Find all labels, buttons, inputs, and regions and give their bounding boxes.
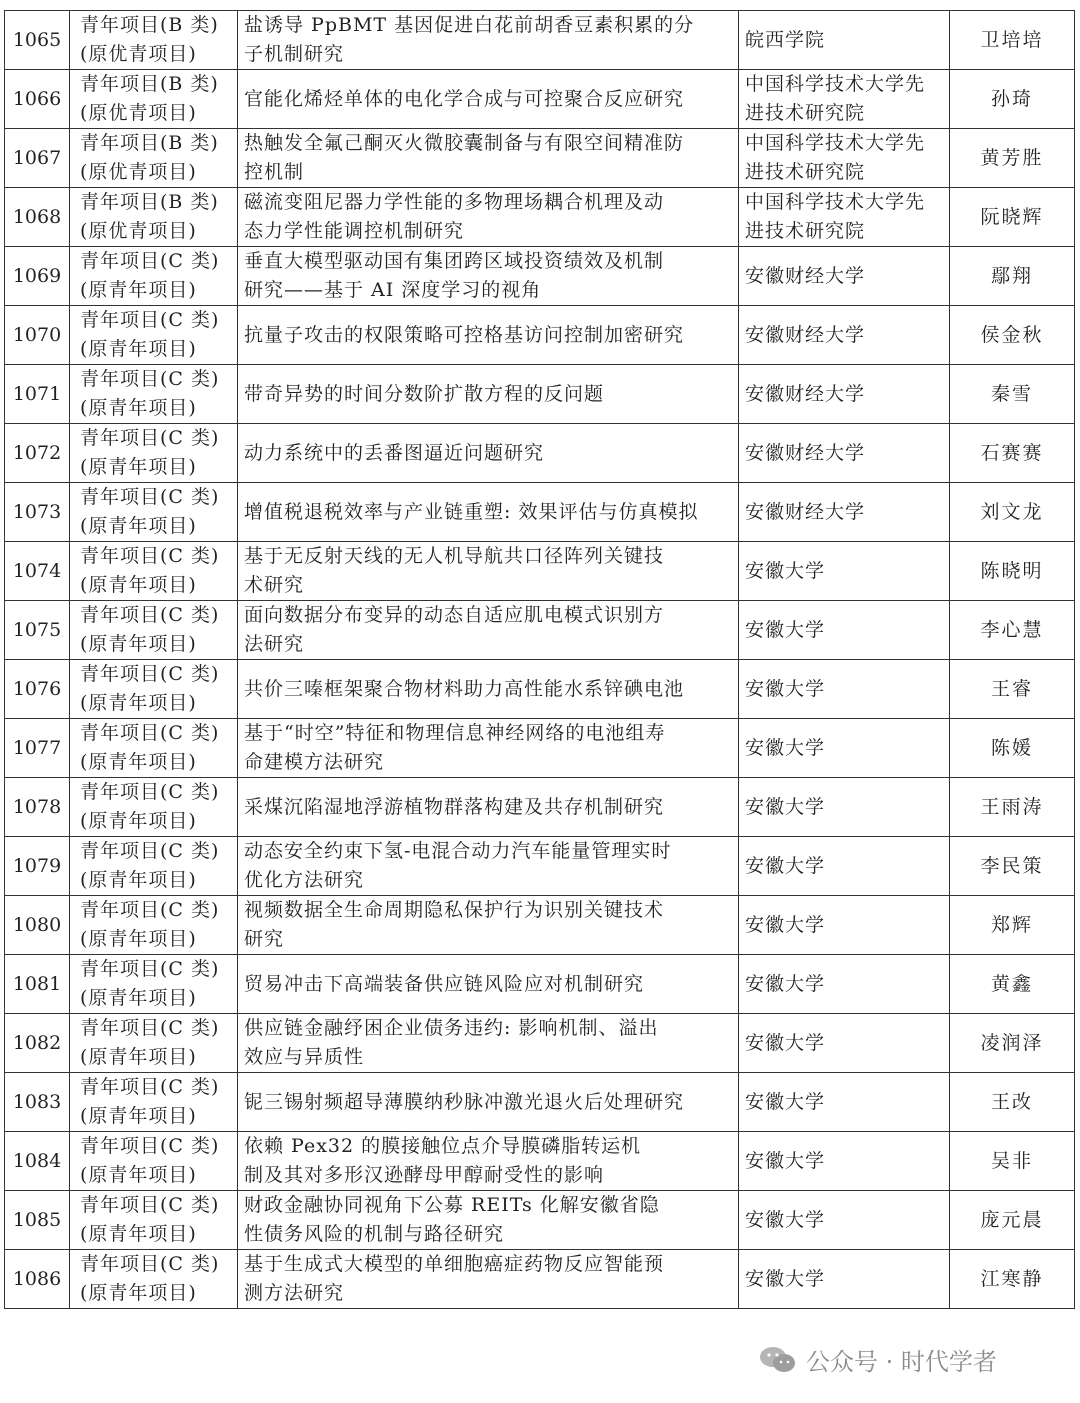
category-former: (原青年项目) xyxy=(80,810,197,832)
project-category xyxy=(70,188,238,247)
row-number: 1071 xyxy=(5,365,70,424)
category-former: (原青年项目) xyxy=(80,1105,197,1127)
project-category xyxy=(70,542,238,601)
project-table xyxy=(4,10,1075,1309)
title-line: 依赖 Pex32 的膜接触位点介导膜磷脂转运机 xyxy=(244,1135,642,1157)
category-type: 青年项目(C 类) xyxy=(80,545,220,567)
table-row xyxy=(5,660,1075,719)
wechat-icon xyxy=(758,1345,798,1375)
title-line: 研究 xyxy=(244,928,285,950)
category-former: (原青年项目) xyxy=(80,338,197,360)
institution: 安徽财经大学 xyxy=(739,306,950,365)
title-line: 基于“时空”特征和物理信息神经网络的电池组寿 xyxy=(244,722,666,744)
category-former: (原青年项目) xyxy=(80,928,197,950)
table-row xyxy=(5,601,1075,660)
institution: 安徽大学 xyxy=(739,837,950,896)
table-body xyxy=(5,11,1075,1309)
row-number: 1072 xyxy=(5,424,70,483)
category-type: 青年项目(B 类) xyxy=(80,191,219,213)
person-name: 王睿 xyxy=(950,660,1075,719)
title-line: 子机制研究 xyxy=(244,43,345,65)
row-number: 1081 xyxy=(5,955,70,1014)
project-category xyxy=(70,1132,238,1191)
table-row xyxy=(5,365,1075,424)
project-title xyxy=(238,1250,739,1309)
row-number: 1073 xyxy=(5,483,70,542)
project-category xyxy=(70,1014,238,1073)
person-name: 卫培培 xyxy=(950,11,1075,70)
table-row xyxy=(5,11,1075,70)
category-former: (原青年项目) xyxy=(80,456,197,478)
institution-line: 中国科学技术大学先 xyxy=(745,73,926,95)
table-row xyxy=(5,1073,1075,1132)
category-former: (原青年项目) xyxy=(80,1164,197,1186)
institution-line: 中国科学技术大学先 xyxy=(745,132,926,154)
person-name: 秦雪 xyxy=(950,365,1075,424)
project-category xyxy=(70,601,238,660)
project-title xyxy=(238,1132,739,1191)
project-category xyxy=(70,129,238,188)
row-number: 1078 xyxy=(5,778,70,837)
category-former: (原青年项目) xyxy=(80,279,197,301)
person-name: 吴非 xyxy=(950,1132,1075,1191)
person-name: 郑辉 xyxy=(950,896,1075,955)
person-name: 阮晓辉 xyxy=(950,188,1075,247)
person-name: 李民策 xyxy=(950,837,1075,896)
table-row xyxy=(5,837,1075,896)
table-row xyxy=(5,542,1075,601)
category-former: (原青年项目) xyxy=(80,397,197,419)
category-former: (原优青项目) xyxy=(80,102,197,124)
person-name: 王雨涛 xyxy=(950,778,1075,837)
category-type: 青年项目(C 类) xyxy=(80,1076,220,1098)
project-category xyxy=(70,719,238,778)
project-category xyxy=(70,306,238,365)
institution xyxy=(739,70,950,129)
category-former: (原青年项目) xyxy=(80,987,197,1009)
project-title xyxy=(238,188,739,247)
institution: 安徽大学 xyxy=(739,660,950,719)
category-type: 青年项目(B 类) xyxy=(80,14,219,36)
project-title xyxy=(238,11,739,70)
institution: 安徽大学 xyxy=(739,896,950,955)
row-number: 1084 xyxy=(5,1132,70,1191)
institution: 安徽财经大学 xyxy=(739,424,950,483)
category-former: (原青年项目) xyxy=(80,1223,197,1245)
project-title xyxy=(238,542,739,601)
title-line: 态力学性能调控机制研究 xyxy=(244,220,465,242)
title-line: 动态安全约束下氢-电混合动力汽车能量管理实时 xyxy=(244,840,672,862)
project-category xyxy=(70,365,238,424)
institution: 安徽大学 xyxy=(739,542,950,601)
row-number: 1075 xyxy=(5,601,70,660)
project-category xyxy=(70,896,238,955)
category-type: 青年项目(C 类) xyxy=(80,663,220,685)
project-category xyxy=(70,11,238,70)
table-row xyxy=(5,719,1075,778)
table-row xyxy=(5,70,1075,129)
institution: 安徽大学 xyxy=(739,1014,950,1073)
title-line: 盐诱导 PpBMT 基因促进白花前胡香豆素积累的分 xyxy=(244,14,695,36)
institution: 安徽大学 xyxy=(739,778,950,837)
title-line: 研究——基于 AI 深度学习的视角 xyxy=(244,279,542,301)
institution: 安徽大学 xyxy=(739,955,950,1014)
person-name: 石赛赛 xyxy=(950,424,1075,483)
person-name: 孙琦 xyxy=(950,70,1075,129)
title-line: 垂直大模型驱动国有集团跨区域投资绩效及机制 xyxy=(244,250,665,272)
row-number: 1082 xyxy=(5,1014,70,1073)
project-title: 官能化烯烃单体的电化学合成与可控聚合反应研究 xyxy=(238,70,739,129)
category-type: 青年项目(C 类) xyxy=(80,1017,220,1039)
category-former: (原优青项目) xyxy=(80,220,197,242)
person-name: 江寒静 xyxy=(950,1250,1075,1309)
project-title: 铌三锡射频超导薄膜纳秒脉冲激光退火后处理研究 xyxy=(238,1073,739,1132)
title-line: 财政金融协同视角下公募 REITs 化解安徽省隐 xyxy=(244,1194,660,1216)
title-line: 性债务风险的机制与路径研究 xyxy=(244,1223,505,1245)
table-row xyxy=(5,1250,1075,1309)
person-name: 庞元晨 xyxy=(950,1191,1075,1250)
project-title: 采煤沉陷湿地浮游植物群落构建及共存机制研究 xyxy=(238,778,739,837)
category-former: (原青年项目) xyxy=(80,574,197,596)
institution xyxy=(739,129,950,188)
row-number: 1070 xyxy=(5,306,70,365)
category-type: 青年项目(C 类) xyxy=(80,604,220,626)
institution: 安徽大学 xyxy=(739,719,950,778)
title-line: 控机制 xyxy=(244,161,305,183)
table-row xyxy=(5,129,1075,188)
project-title xyxy=(238,837,739,896)
row-number: 1065 xyxy=(5,11,70,70)
row-number: 1066 xyxy=(5,70,70,129)
row-number: 1085 xyxy=(5,1191,70,1250)
project-title xyxy=(238,247,739,306)
category-type: 青年项目(B 类) xyxy=(80,132,219,154)
institution: 安徽大学 xyxy=(739,1250,950,1309)
category-former: (原青年项目) xyxy=(80,692,197,714)
table-row xyxy=(5,896,1075,955)
institution: 安徽财经大学 xyxy=(739,483,950,542)
person-name: 鄢翔 xyxy=(950,247,1075,306)
table-row xyxy=(5,1191,1075,1250)
institution: 安徽财经大学 xyxy=(739,365,950,424)
project-title xyxy=(238,601,739,660)
project-category xyxy=(70,424,238,483)
institution: 安徽大学 xyxy=(739,1073,950,1132)
row-number: 1083 xyxy=(5,1073,70,1132)
category-type: 青年项目(C 类) xyxy=(80,368,220,390)
project-title: 带奇异势的时间分数阶扩散方程的反问题 xyxy=(238,365,739,424)
project-category xyxy=(70,1191,238,1250)
category-type: 青年项目(C 类) xyxy=(80,309,220,331)
institution: 安徽大学 xyxy=(739,1132,950,1191)
table-row xyxy=(5,424,1075,483)
table-row xyxy=(5,188,1075,247)
project-title xyxy=(238,129,739,188)
institution: 安徽财经大学 xyxy=(739,247,950,306)
row-number: 1068 xyxy=(5,188,70,247)
category-former: (原优青项目) xyxy=(80,43,197,65)
category-former: (原青年项目) xyxy=(80,515,197,537)
row-number: 1076 xyxy=(5,660,70,719)
title-line: 磁流变阻尼器力学性能的多物理场耦合机理及动 xyxy=(244,191,665,213)
title-line: 热触发全氟己酮灭火微胶囊制备与有限空间精准防 xyxy=(244,132,685,154)
title-line: 命建模方法研究 xyxy=(244,751,385,773)
title-line: 面向数据分布变异的动态自适应肌电模式识别方 xyxy=(244,604,665,626)
person-name: 侯金秋 xyxy=(950,306,1075,365)
category-type: 青年项目(C 类) xyxy=(80,1253,220,1275)
row-number: 1069 xyxy=(5,247,70,306)
category-former: (原青年项目) xyxy=(80,633,197,655)
institution-line: 进技术研究院 xyxy=(745,161,866,183)
person-name: 王改 xyxy=(950,1073,1075,1132)
person-name: 黄鑫 xyxy=(950,955,1075,1014)
title-line: 术研究 xyxy=(244,574,305,596)
project-title: 抗量子攻击的权限策略可控格基访问控制加密研究 xyxy=(238,306,739,365)
person-name: 凌润泽 xyxy=(950,1014,1075,1073)
category-type: 青年项目(C 类) xyxy=(80,781,220,803)
category-type: 青年项目(B 类) xyxy=(80,73,219,95)
category-type: 青年项目(C 类) xyxy=(80,840,220,862)
row-number: 1079 xyxy=(5,837,70,896)
category-former: (原青年项目) xyxy=(80,869,197,891)
person-name: 刘文龙 xyxy=(950,483,1075,542)
person-name: 李心慧 xyxy=(950,601,1075,660)
project-category xyxy=(70,778,238,837)
category-former: (原青年项目) xyxy=(80,1282,197,1304)
institution-line: 进技术研究院 xyxy=(745,102,866,124)
category-type: 青年项目(C 类) xyxy=(80,1194,220,1216)
table-row xyxy=(5,483,1075,542)
category-type: 青年项目(C 类) xyxy=(80,722,220,744)
category-type: 青年项目(C 类) xyxy=(80,958,220,980)
project-category xyxy=(70,247,238,306)
row-number: 1086 xyxy=(5,1250,70,1309)
title-line: 效应与异质性 xyxy=(244,1046,365,1068)
category-type: 青年项目(C 类) xyxy=(80,427,220,449)
project-title: 增值税退税效率与产业链重塑: 效果评估与仿真模拟 xyxy=(238,483,739,542)
row-number: 1080 xyxy=(5,896,70,955)
institution xyxy=(739,188,950,247)
person-name: 陈媛 xyxy=(950,719,1075,778)
institution: 安徽大学 xyxy=(739,1191,950,1250)
person-name: 黄芳胜 xyxy=(950,129,1075,188)
title-line: 视频数据全生命周期隐私保护行为识别关键技术 xyxy=(244,899,665,921)
table-row xyxy=(5,1014,1075,1073)
category-former: (原青年项目) xyxy=(80,751,197,773)
project-category xyxy=(70,955,238,1014)
row-number: 1067 xyxy=(5,129,70,188)
title-line: 测方法研究 xyxy=(244,1282,345,1304)
title-line: 法研究 xyxy=(244,633,305,655)
institution-line: 中国科学技术大学先 xyxy=(745,191,926,213)
row-number: 1077 xyxy=(5,719,70,778)
project-category xyxy=(70,70,238,129)
title-line: 供应链金融纾困企业债务违约: 影响机制、溢出 xyxy=(244,1017,659,1039)
project-title xyxy=(238,1014,739,1073)
person-name: 陈晓明 xyxy=(950,542,1075,601)
title-line: 基于生成式大模型的单细胞癌症药物反应智能预 xyxy=(244,1253,665,1275)
institution: 皖西学院 xyxy=(739,11,950,70)
title-line: 优化方法研究 xyxy=(244,869,365,891)
category-type: 青年项目(C 类) xyxy=(80,250,220,272)
project-title: 共价三嗪框架聚合物材料助力高性能水系锌碘电池 xyxy=(238,660,739,719)
title-line: 制及其对多形汉逊酵母甲醇耐受性的影响 xyxy=(244,1164,605,1186)
category-former: (原优青项目) xyxy=(80,161,197,183)
table-row xyxy=(5,955,1075,1014)
project-title: 贸易冲击下高端装备供应链风险应对机制研究 xyxy=(238,955,739,1014)
project-title xyxy=(238,896,739,955)
project-category xyxy=(70,1250,238,1309)
institution-line: 进技术研究院 xyxy=(745,220,866,242)
institution: 安徽大学 xyxy=(739,601,950,660)
row-number: 1074 xyxy=(5,542,70,601)
table-row xyxy=(5,1132,1075,1191)
project-category xyxy=(70,837,238,896)
category-type: 青年项目(C 类) xyxy=(80,899,220,921)
watermark-text: 公众号 · 时代学者 xyxy=(806,1348,997,1376)
project-title: 动力系统中的丢番图逼近问题研究 xyxy=(238,424,739,483)
project-category xyxy=(70,483,238,542)
title-line: 基于无反射天线的无人机导航共口径阵列关键技 xyxy=(244,545,665,567)
category-former: (原青年项目) xyxy=(80,1046,197,1068)
category-type: 青年项目(C 类) xyxy=(80,1135,220,1157)
watermark xyxy=(758,1342,997,1377)
table-row xyxy=(5,778,1075,837)
project-category xyxy=(70,660,238,719)
project-title xyxy=(238,1191,739,1250)
category-type: 青年项目(C 类) xyxy=(80,486,220,508)
project-title xyxy=(238,719,739,778)
table-row xyxy=(5,306,1075,365)
table-row xyxy=(5,247,1075,306)
project-category xyxy=(70,1073,238,1132)
